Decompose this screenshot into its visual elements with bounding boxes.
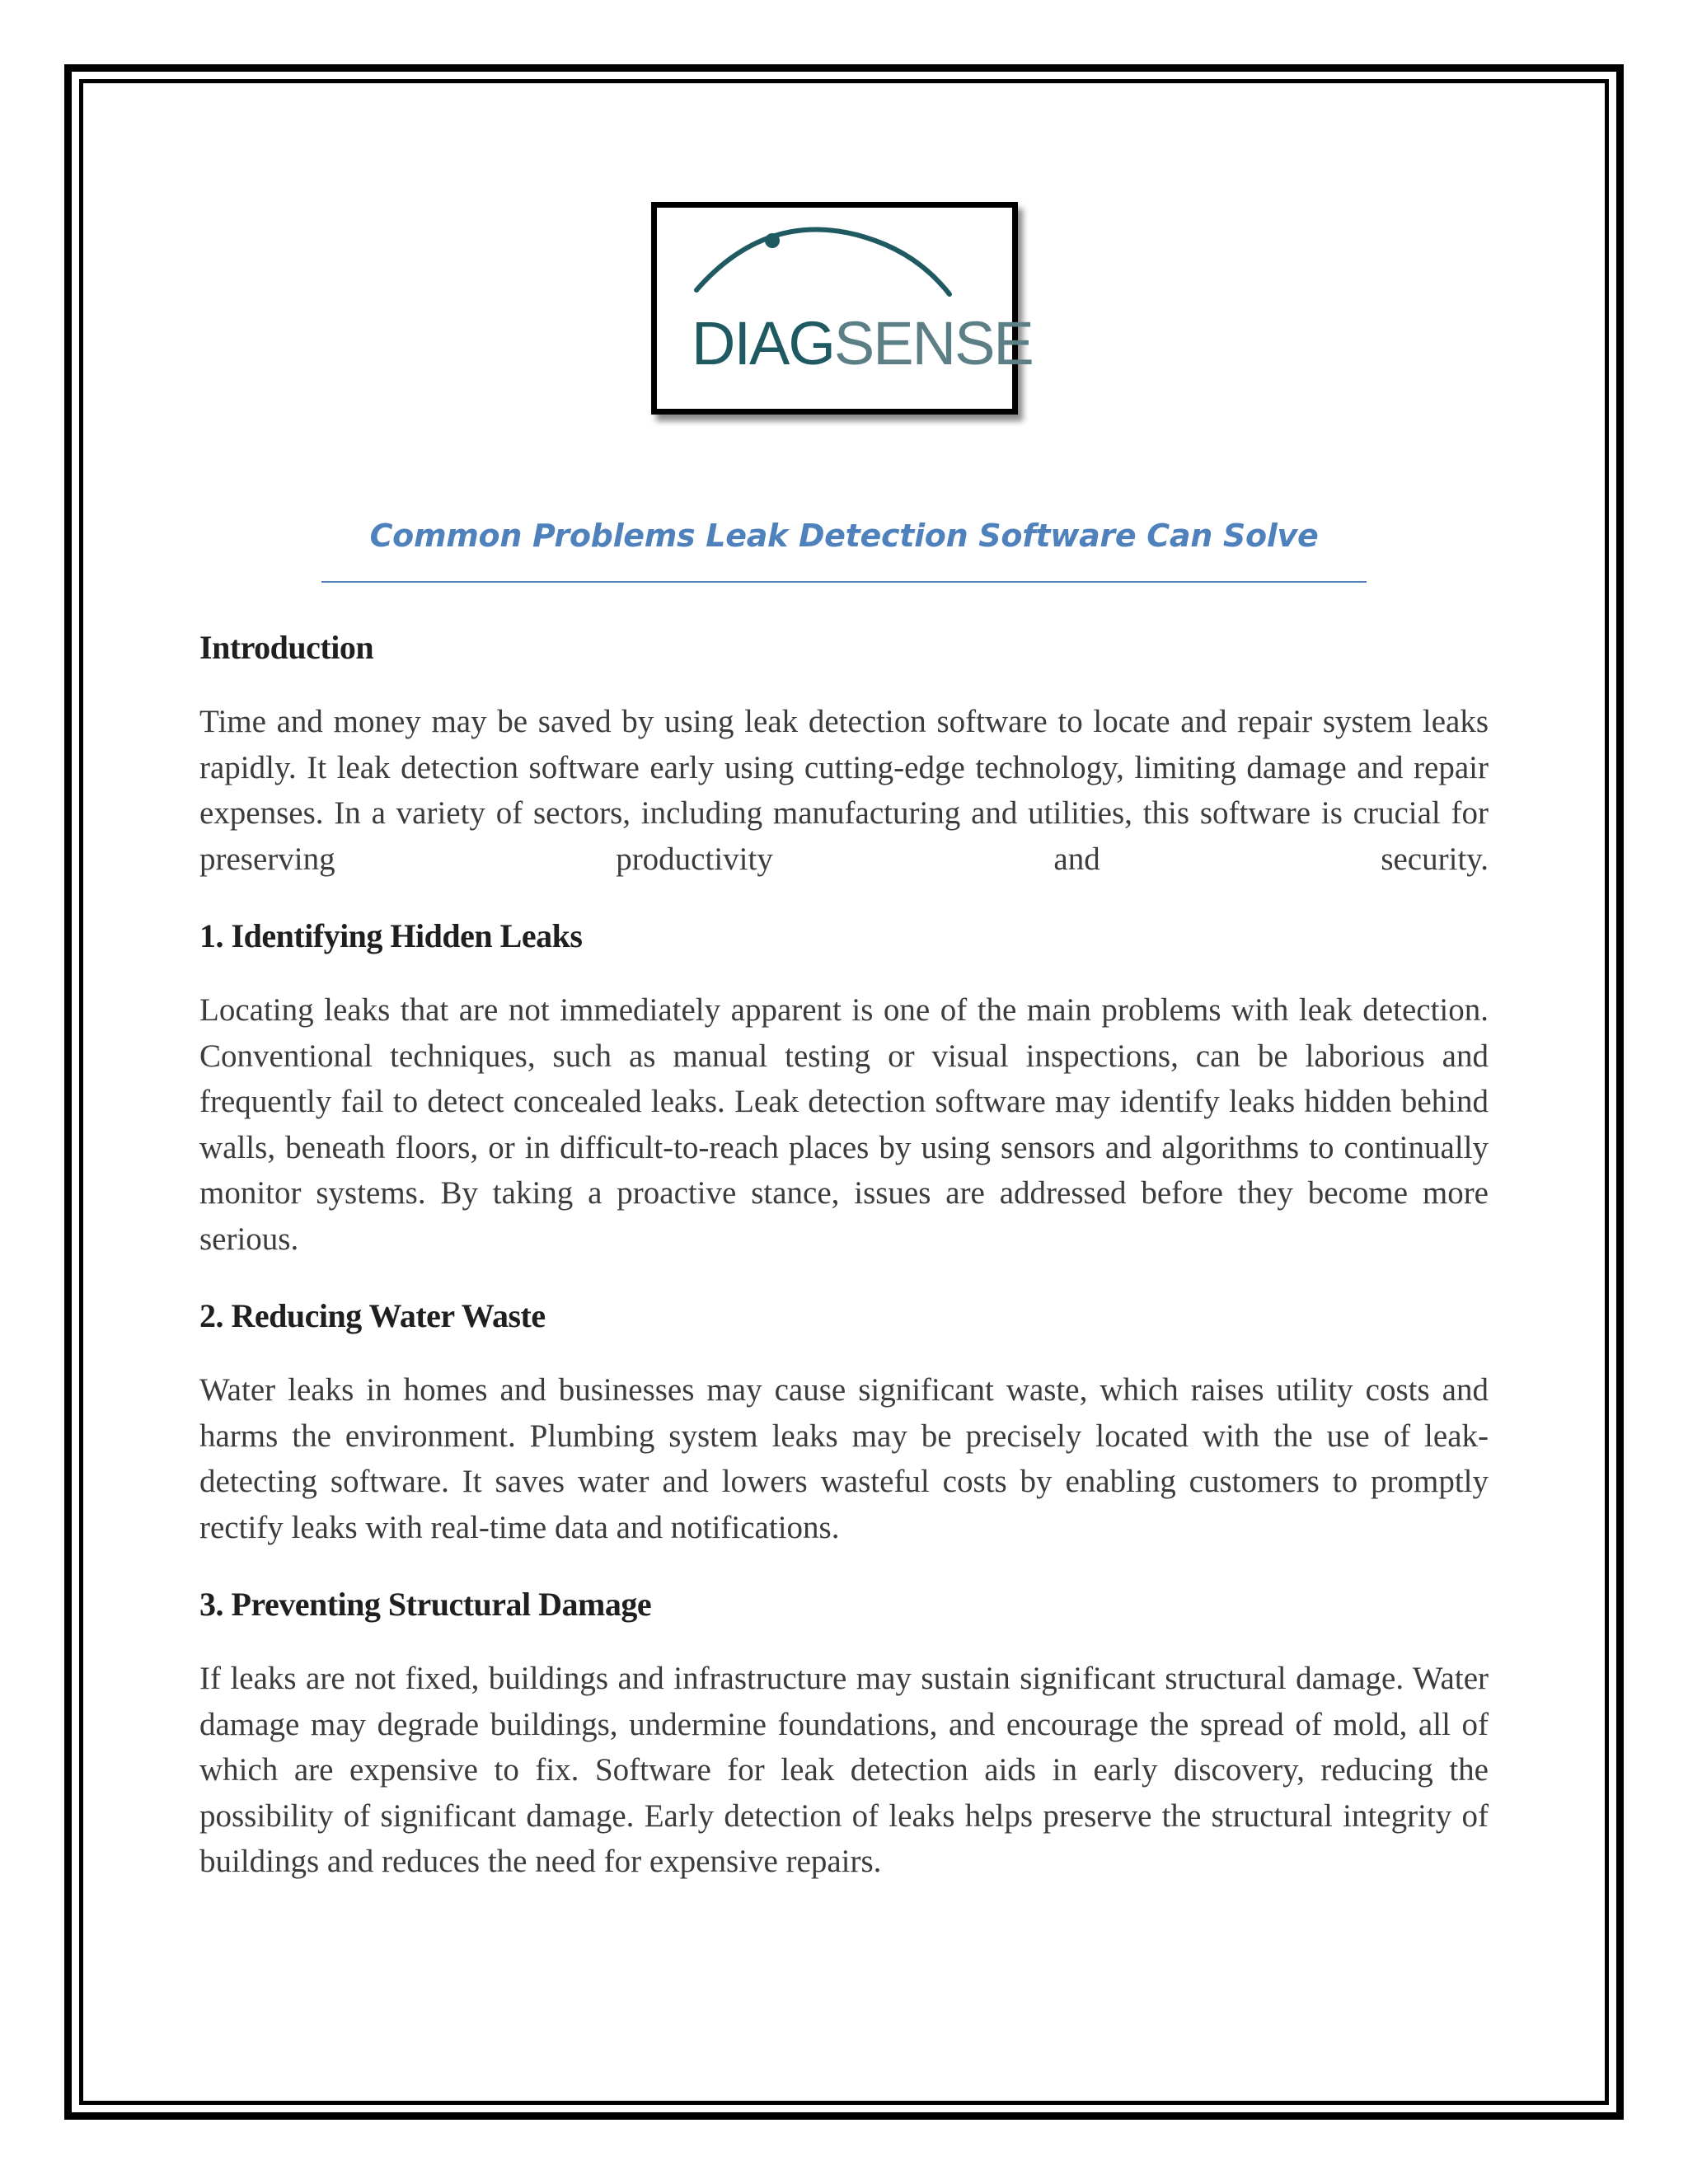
section-paragraph-structural-damage: If leaks are not fixed, buildings and infrastructure may sustain significant structural damage. Water damage may degrade buildings, undermine foundations, and encourage the spread of mold, all of which are expensive to fix. Software for leak detection aids in early discovery, reducing the possibility of significant damage. Early detection of leaks helps preserve the structural integrity of buildings and reduces the need for expensive repairs. [199,1661,1489,1879]
logo-arc [696,230,950,295]
logo-text-sense: SENSE [833,309,1033,377]
company-logo [651,202,1033,415]
logo-text-diag: DIAG [692,309,834,377]
section-paragraph-water-waste: Water leaks in homes and businesses may cause significant waste, which raises utility costs and harms the environment. Plumbing system leaks may be precisely located with the use of leak-detecting software. It saves water and lowers wasteful costs by enabling customers to promptly rectify leaks with real-time data and notifications. [199,1372,1489,1545]
diagsense-logo-graphic [657,208,1033,409]
document-body [199,625,1489,1885]
document-title: Common Problems Leak Detection Software Can Solve [369,518,1319,554]
section-paragraph-hidden-leaks: Locating leaks that are not immediately apparent is one of the main problems with leak detection. Conventional techniques, such as manual testing or visual inspections, can be laborious and frequently fail to detect concealed leaks. Leak detection software may identify leaks hidden behind walls, beneath floors, or in difficult-to-reach places by using sensors and algorithms to continually monitor systems. By taking a proactive stance, issues are addressed before they become more serious. [199,992,1489,1257]
section-paragraph-introduction: Time and money may be saved by using leak detection software to locate and repair system leaks rapidly. It leak detection software early using cutting-edge technology, limiting damage and repair expenses. In a variety of sectors, including manufacturing and utilities, this software is crucial for preserving productivity and security. [199,704,1489,877]
svg-text:DIAGSENSE [692,309,1033,377]
section-heading-structural-damage: 3. Preventing Structural Damage [199,1586,652,1623]
section-heading-hidden-leaks: 1. Identifying Hidden Leaks [199,917,583,954]
logo-dot [765,233,780,248]
section-heading-water-waste: 2. Reducing Water Waste [199,1297,546,1334]
section-heading-introduction: Introduction [199,629,374,666]
title-underline [321,581,1367,583]
